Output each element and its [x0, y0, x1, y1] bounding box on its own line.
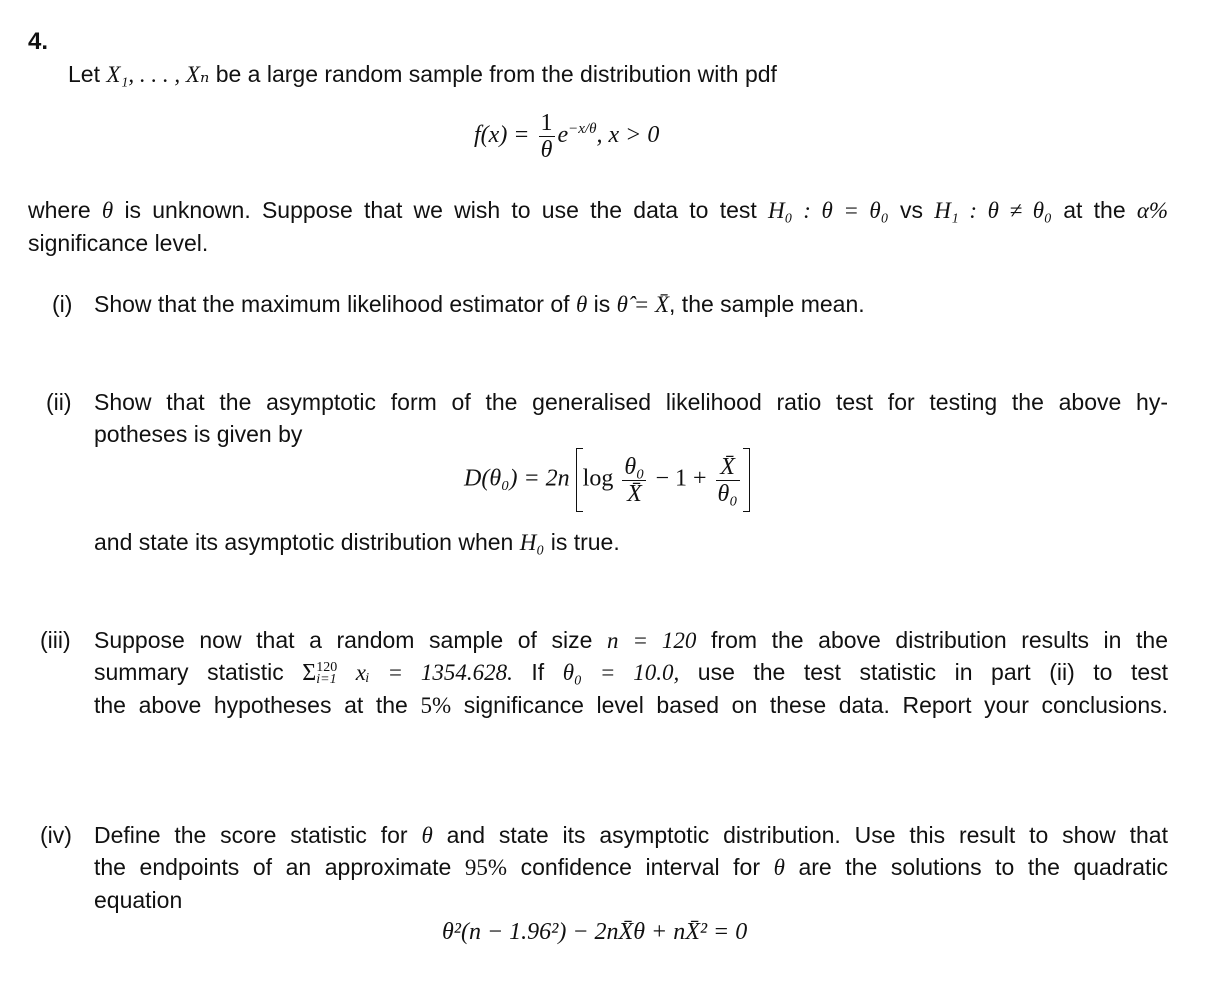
sample-notation: X₁, . . . , Xₙ	[106, 62, 210, 87]
part-ii-label: (ii)	[46, 389, 72, 415]
right-bracket	[743, 448, 750, 512]
part-iii-line-1: Suppose now that a random sample of size n = 120 from the above distribution results in the	[94, 627, 1169, 653]
null-hypothesis: H₀ : θ = θ₀	[768, 198, 889, 223]
part-iv-line-2: the endpoints of an approximate 95% confidence interval for θ are the solutions to the quadratic	[94, 854, 1169, 880]
part-i-label: (i)	[52, 291, 73, 317]
summation: Σ 120 i=1	[302, 660, 338, 688]
glrt-fraction-1: $\frac{\text{θ₀}}{X̄}$	[624, 453, 645, 507]
pdf-fraction: $\frac{1}{\theta}$	[540, 110, 553, 163]
glrt-formula: D(θ₀) = 2n log $\frac{\text{θ₀}}{X̄}$ − 1 + $\frac{X̄}{\text{θ₀}}$	[464, 448, 750, 512]
part-iii-label: (iii)	[40, 627, 71, 653]
part-iii-line-3: the above hypotheses at the 5% significance level based on these data. Report your conclusions.	[94, 692, 1169, 718]
intro-line: Let X₁, . . . , Xₙ be a large random sample from the distribution with pdf	[68, 61, 777, 87]
pdf-formula: f(x) = $\frac{1}{\theta}$ $e^{-x/\theta}$, x > 0	[474, 110, 660, 163]
alternative-hypothesis: H₁ : θ ≠ θ₀	[934, 198, 1052, 223]
part-ii-line-3: and state its asymptotic distribution when H₀ is true.	[94, 529, 620, 555]
quadratic-equation: θ²(n − 1.96²) − 2nX̄θ + nX̄² = 0	[442, 919, 748, 945]
hypothesis-paragraph: where θ is unknown. Suppose that we wish to use the data to test H₀ : θ = θ₀ vs H₁ : θ ≠ θ₀ at the α%	[28, 197, 1169, 223]
part-i-text: Show that the maximum likelihood estimator of θ is θ̂ = X̄, the sample mean.	[94, 291, 865, 317]
part-ii-line-2: potheses is given by	[94, 421, 303, 447]
mle-estimator: θ̂ = X̄	[616, 292, 670, 317]
part-iv-line-3: equation	[94, 887, 183, 913]
question-number: 4.	[28, 28, 49, 55]
part-iv-label: (iv)	[40, 822, 72, 848]
hypothesis-line-2: significance level.	[28, 230, 209, 256]
part-ii-line-1: Show that the asymptotic form of the generalised likelihood ratio test for testing the above hy-	[94, 389, 1168, 415]
left-bracket	[576, 448, 583, 512]
part-iii-line-2: summary statistic Σ 120 i=1 xᵢ = 1354.628. If θ₀ = 10.0, use the test statistic in part (ii) to test	[94, 659, 1169, 688]
glrt-fraction-2: $\frac{X̄}{\text{θ₀}}$	[717, 453, 738, 507]
part-iv-line-1: Define the score statistic for θ and state its asymptotic distribution. Use this result to show that	[94, 822, 1168, 848]
